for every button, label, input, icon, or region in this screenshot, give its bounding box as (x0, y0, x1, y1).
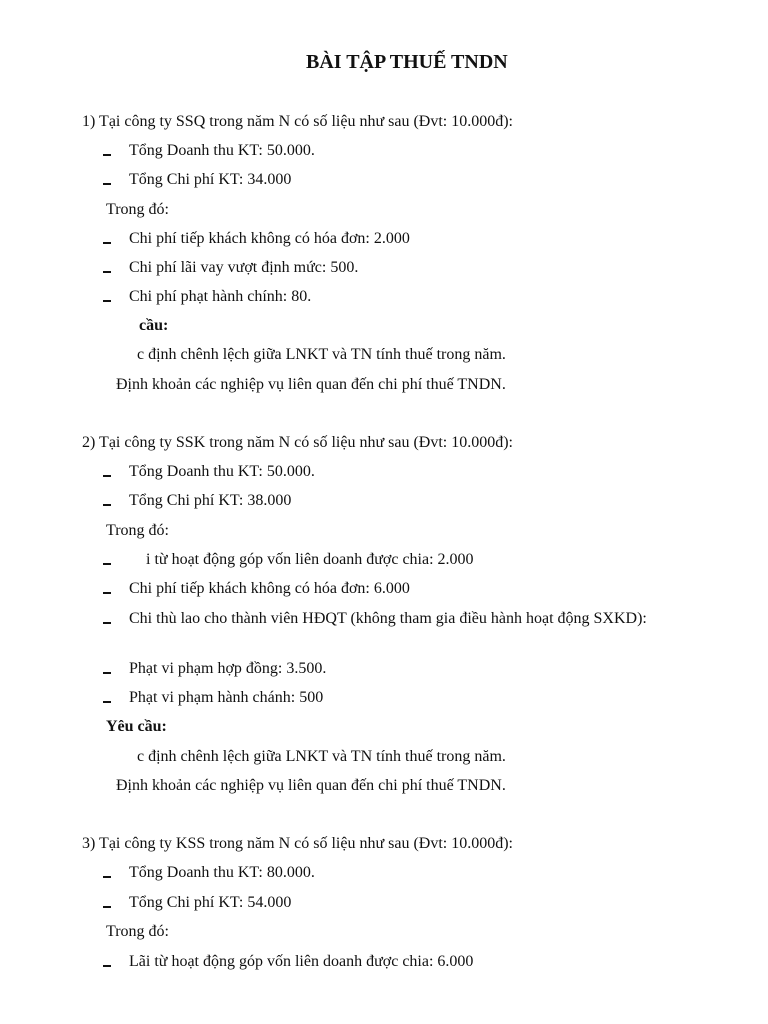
bullet-dash (103, 672, 111, 674)
page-title: BÀI TẬP THUẾ TNDN (306, 51, 508, 73)
problem-2-item: i từ hoạt động góp vốn liên doanh được chia: 2.000 (146, 551, 474, 568)
bullet-dash (103, 271, 111, 273)
problem-2-requirement: Định khoản các nghiệp vụ liên quan đến chi phí thuế TNDN. (116, 777, 506, 794)
bullet-dash (103, 701, 111, 703)
bullet-dash (103, 504, 111, 506)
problem-1-item: Chi phí phạt hành chính: 80. (129, 288, 312, 305)
bullet-dash (103, 906, 111, 908)
problem-3-expense: Tổng Chi phí KT: 54.000 (129, 894, 292, 911)
problem-2-item: Phạt vi phạm hành chánh: 500 (129, 689, 324, 706)
bullet-dash (103, 622, 111, 624)
bullet-dash (103, 183, 111, 185)
problem-2-requirement-label: Yêu cầu: (106, 718, 167, 735)
problem-1-therein: Trong đó: (106, 201, 169, 218)
problem-2-requirement: c định chênh lệch giữa LNKT và TN tính thuế trong năm. (137, 748, 506, 765)
problem-3-heading: 3) Tại công ty KSS trong năm N có số liệu như sau (Đvt: 10.000đ): (82, 835, 513, 852)
problem-2-item: Chi phí tiếp khách không có hóa đơn: 6.000 (129, 580, 410, 597)
problem-1-heading: 1) Tại công ty SSQ trong năm N có số liệu như sau (Đvt: 10.000đ): (82, 113, 513, 130)
problem-3-item: Lãi từ hoạt động góp vốn liên doanh được chia: 6.000 (129, 953, 474, 970)
problem-3-revenue: Tổng Doanh thu KT: 80.000. (129, 864, 315, 881)
problem-1-requirement-label: cầu: (139, 317, 169, 334)
problem-2-item: Chi thù lao cho thành viên HĐQT (không tham gia điều hành hoạt động SXKD): (129, 610, 647, 627)
problem-1-revenue: Tổng Doanh thu KT: 50.000. (129, 142, 315, 159)
problem-1-item: Chi phí tiếp khách không có hóa đơn: 2.000 (129, 230, 410, 247)
bullet-dash (103, 965, 111, 967)
problem-1-requirement: Định khoản các nghiệp vụ liên quan đến chi phí thuế TNDN. (116, 376, 506, 393)
problem-1-expense: Tổng Chi phí KT: 34.000 (129, 171, 292, 188)
bullet-dash (103, 563, 111, 565)
problem-3-therein: Trong đó: (106, 923, 169, 940)
bullet-dash (103, 876, 111, 878)
problem-1-item: Chi phí lãi vay vượt định mức: 500. (129, 259, 359, 276)
problem-2-item: Phạt vi phạm hợp đồng: 3.500. (129, 660, 327, 677)
bullet-dash (103, 475, 111, 477)
problem-2-heading: 2) Tại công ty SSK trong năm N có số liệu như sau (Đvt: 10.000đ): (82, 434, 513, 451)
bullet-dash (103, 592, 111, 594)
problem-1-requirement: c định chênh lệch giữa LNKT và TN tính thuế trong năm. (137, 346, 506, 363)
bullet-dash (103, 154, 111, 156)
problem-2-revenue: Tổng Doanh thu KT: 50.000. (129, 463, 315, 480)
problem-2-expense: Tổng Chi phí KT: 38.000 (129, 492, 292, 509)
bullet-dash (103, 300, 111, 302)
problem-2-therein: Trong đó: (106, 522, 169, 539)
bullet-dash (103, 242, 111, 244)
